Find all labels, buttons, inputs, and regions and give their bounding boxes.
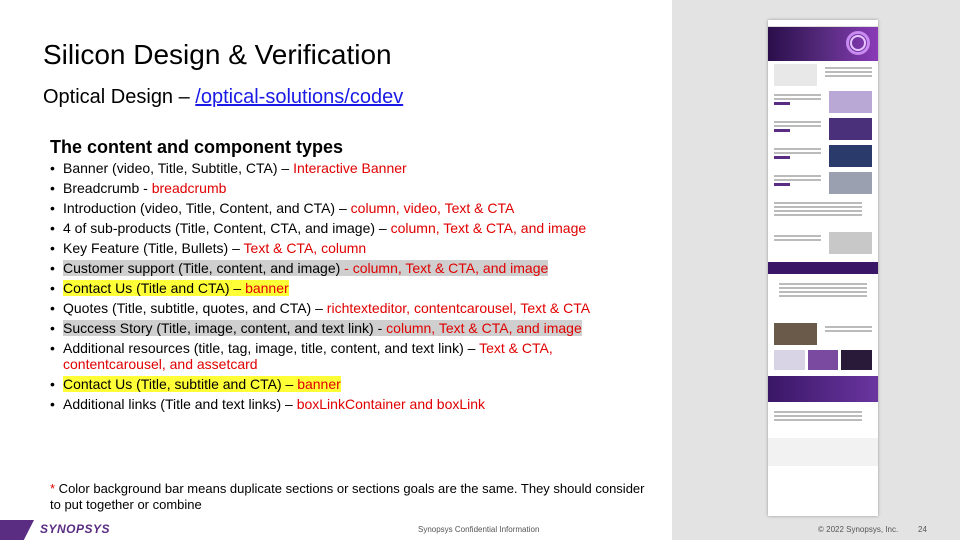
thumbnail-intro xyxy=(774,64,872,88)
thumbnail-additional-links xyxy=(774,408,872,432)
page-title: Silicon Design & Verification xyxy=(43,39,392,70)
copyright-label: © 2022 Synopsys, Inc. xyxy=(818,525,899,534)
thumbnail-banner xyxy=(768,27,878,61)
thumbnail-success-story xyxy=(774,323,872,347)
thumbnail-subproduct xyxy=(774,145,872,169)
list-item-highlighted-yellow: • Contact Us (Title and CTA) – banner xyxy=(50,280,610,296)
list-item-highlighted-yellow: • Contact Us (Title, subtitle and CTA) – banner xyxy=(50,376,610,392)
thumbnail-resources xyxy=(774,350,872,370)
list-item: • Quotes (Title, subtitle, quotes, and CTA) – richtexteditor, contentcarousel, Text & CTA xyxy=(50,300,610,316)
thumbnail-nav xyxy=(768,20,878,27)
thumbnail-customer-support xyxy=(774,232,872,256)
thumbnail-key-features xyxy=(774,199,872,229)
list-item-highlighted-gray: • Customer support (Title, content, and image) - column, Text & CTA, and image xyxy=(50,260,610,276)
list-item: • Banner (video, Title, Subtitle, CTA) – Interactive Banner xyxy=(50,160,610,176)
list-item: • 4 of sub-products (Title, Content, CTA, and image) – column, Text & CTA, and image xyxy=(50,220,610,236)
list-item-highlighted-gray: • Success Story (Title, image, content, and text link) - column, Text & CTA, and image xyxy=(50,320,610,336)
lens-ring-inner-graphic xyxy=(850,35,866,51)
confidential-label: Synopsys Confidential Information xyxy=(418,525,540,534)
list-item: • Breadcrumb - breadcrumb xyxy=(50,180,610,196)
subtitle-prefix: Optical Design – xyxy=(43,86,196,108)
webpage-thumbnail xyxy=(768,20,878,516)
thumbnail-contact-banner xyxy=(768,376,878,402)
list-item: • Key Feature (Title, Bullets) – Text & CTA, column xyxy=(50,240,610,256)
list-item: • Additional links (Title and text links) – boxLinkContainer and boxLink xyxy=(50,396,610,412)
thumbnail-footer xyxy=(768,438,878,466)
thumbnail-contact-banner xyxy=(768,262,878,274)
thumbnail-quotes xyxy=(774,280,872,320)
list-item: • Introduction (video, Title, Content, and CTA) – column, video, Text & CTA xyxy=(50,200,610,216)
synopsys-logo: SYNOPSYS xyxy=(40,522,111,536)
footnote-text: Color background bar means duplicate sections or sections goals are the same. They should consider to put together or combine xyxy=(50,481,645,512)
thumbnail-subproduct xyxy=(774,172,872,196)
list-item: • Additional resources (title, tag, image, title, content, and text link) – Text & CTA, contentcarousel, and assetcard xyxy=(50,340,610,372)
component-type-list xyxy=(50,160,610,416)
thumbnail-subproduct xyxy=(774,91,872,115)
footnote-asterisk: * xyxy=(50,481,56,496)
codev-url-link[interactable]: /optical-solutions/codev xyxy=(195,86,404,108)
brand-accent-shape xyxy=(0,520,34,540)
section-heading: The content and component types xyxy=(50,137,344,157)
footnote xyxy=(50,481,650,513)
thumbnail-subproduct xyxy=(774,118,872,142)
page-subtitle xyxy=(43,84,403,110)
page-number: 24 xyxy=(918,525,927,534)
